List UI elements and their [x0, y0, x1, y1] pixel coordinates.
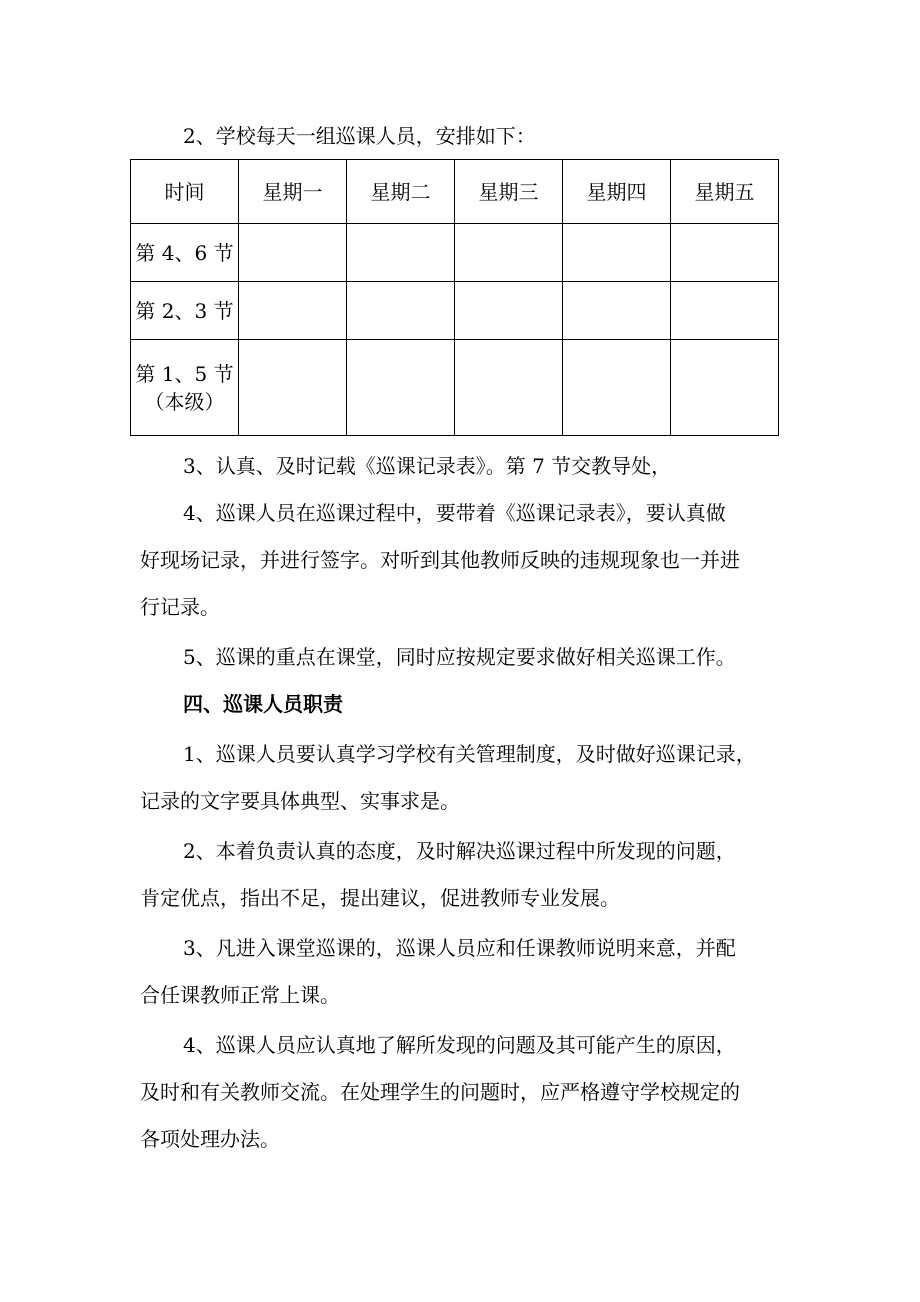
schedule-intro: 2、学校每天一组巡课人员，安排如下：	[183, 124, 536, 148]
duty-1-line-2: 记录的文字要具体典型、实事求是。	[140, 789, 460, 813]
period-cell: 第 4、6 节	[131, 224, 239, 282]
schedule-cell	[671, 224, 779, 282]
period-cell	[131, 340, 239, 436]
paragraph-5: 5、巡课的重点在课堂，同时应按规定要求做好相关巡课工作。	[183, 645, 736, 669]
period-label: 第 1、5 节	[135, 361, 234, 386]
paragraph-4-line-3: 行记录。	[140, 595, 220, 619]
header-wednesday: 星期三	[455, 160, 563, 224]
period-cell: 第 2、3 节	[131, 282, 239, 340]
period-note: （本级）	[144, 389, 225, 414]
duty-2-line-2: 肯定优点，指出不足，提出建议，促进教师专业发展。	[140, 886, 620, 910]
table-row	[131, 282, 779, 340]
schedule-cell	[563, 340, 671, 436]
header-tuesday: 星期二	[347, 160, 455, 224]
header-friday: 星期五	[671, 160, 779, 224]
schedule-cell	[239, 340, 347, 436]
schedule-cell	[239, 224, 347, 282]
table-header-row	[131, 160, 779, 224]
paragraph-4-line-1: 4、巡课人员在巡课过程中，要带着《巡课记录表》，要认真做	[183, 501, 726, 525]
schedule-cell	[347, 282, 455, 340]
schedule-cell	[239, 282, 347, 340]
schedule-cell	[455, 224, 563, 282]
header-monday: 星期一	[239, 160, 347, 224]
paragraph-4-line-2: 好现场记录，并进行签字。对听到其他教师反映的违规现象也一并进	[140, 548, 740, 572]
duty-4-line-2: 及时和有关教师交流。在处理学生的问题时，应严格遵守学校规定的	[140, 1080, 740, 1104]
schedule-cell	[455, 282, 563, 340]
schedule-cell	[347, 224, 455, 282]
table-row	[131, 340, 779, 436]
duty-4-line-3: 各项处理办法。	[140, 1127, 280, 1151]
schedule-cell	[455, 340, 563, 436]
schedule-cell	[347, 340, 455, 436]
duty-3-line-2: 合任课教师正常上课。	[140, 983, 340, 1007]
paragraph-3: 3、认真、及时记载《巡课记录表》。第 7 节交教导处，	[183, 454, 672, 478]
duty-1-line-1: 1、巡课人员要认真学习学校有关管理制度，及时做好巡课记录，	[183, 742, 756, 766]
schedule-cell	[563, 282, 671, 340]
section-4-title: 四、巡课人员职责	[183, 692, 343, 716]
table-row	[131, 224, 779, 282]
patrol-schedule-table	[130, 159, 779, 436]
header-time: 时间	[131, 160, 239, 224]
header-thursday: 星期四	[563, 160, 671, 224]
duty-4-line-1: 4、巡课人员应认真地了解所发现的问题及其可能产生的原因，	[183, 1033, 736, 1057]
schedule-cell	[671, 282, 779, 340]
schedule-cell	[563, 224, 671, 282]
schedule-cell	[671, 340, 779, 436]
duty-2-line-1: 2、本着负责认真的态度，及时解决巡课过程中所发现的问题，	[183, 839, 736, 863]
duty-3-line-1: 3、凡进入课堂巡课的，巡课人员应和任课教师说明来意，并配	[183, 936, 736, 960]
